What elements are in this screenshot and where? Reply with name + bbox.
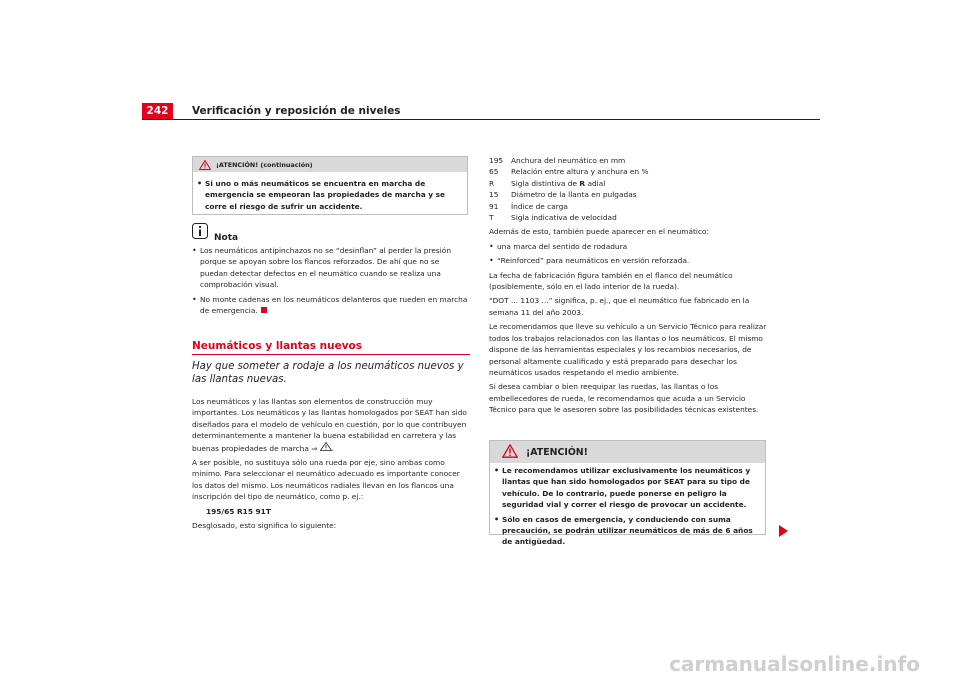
spec-row	[489, 201, 767, 212]
bullet: •	[494, 466, 500, 475]
warning-item: Le recomendamos utilizar exclusivamente los neumáticos y llantas que han sido homologados por SEAT para su tipo de vehículo. De lo contrario, puede ponerse en peligro la seguridad vial y correr el riesgo de provocar un accidente.	[502, 466, 751, 510]
warning-ref-icon	[320, 443, 335, 453]
warning-continued-header	[193, 157, 467, 172]
paragraph-hubcaps: Si desea cambiar o bien reequipar las ruedas, las llantas o los embellecedores de rueda, le recomendamos que acuda a un Servicio Técnico para que le asesoren sobre las posibilidades técnicas existentes.	[489, 382, 759, 415]
watermark	[0, 652, 960, 676]
watermark-text: carmanualsonline.info	[669, 652, 920, 676]
warning-item: Sólo en casos de emergencia, y conduciendo con suma precaución, se podrán utilizar neumáticos de más de 6 años de antigüedad.	[502, 514, 753, 547]
spec-value-after: adial	[585, 178, 606, 188]
warning-triangle-icon	[199, 155, 211, 174]
paragraph-selection: A ser posible, no sustituya sólo una rueda por eje, sino ambas como mínimo. Para seleccionar el neumático adecuado es importante conocer los datos del mismo. Los neumáticos radiales llevan en los flancos una inscripción del tipo de neumático, como p. ej.:	[192, 458, 460, 502]
spec-row	[489, 189, 767, 200]
spec-value: Relación entre altura y anchura en %	[511, 167, 649, 177]
warning-continued-box	[192, 156, 468, 215]
spec-row	[489, 166, 767, 177]
spec-key: 91	[489, 201, 499, 211]
spec-value: Sigla indicativa de velocidad	[511, 213, 617, 223]
warning-continued-title: ¡ATENCIÓN! (continuación)	[216, 160, 313, 169]
section-block	[192, 340, 470, 386]
running-header: Verificación y reposición de niveles	[192, 105, 401, 117]
paragraph-wrap	[192, 396, 470, 454]
bullet: •	[192, 294, 197, 304]
spec-key: 15	[489, 190, 499, 200]
spec-key: R	[489, 178, 495, 188]
bullet: •	[489, 241, 494, 251]
paragraph-breakdown: Desglosado, esto significa lo siguiente:	[192, 521, 337, 531]
header-rule	[142, 119, 820, 120]
spec-key: T	[489, 213, 494, 223]
left-body	[192, 396, 470, 534]
note-item: No monte cadenas en los neumáticos delanteros que rueden en marcha de emergencia.	[200, 294, 468, 316]
paragraph-recommend: Le recomendamos que lleve su vehículo a un Servicio Técnico para realizar todos los trabajos relacionados con las llantas o los neumáticos. El mismo dispone de las herramientas especiales y los recambios necesarios, de personal altamente cualificado y está preparado para desechar los neumáticos usados respetando el medio ambiente.	[489, 322, 767, 377]
paragraph-tires: Los neumáticos y las llantas son elementos de construcción muy importantes. Los neumáticos y las llantas homologados por SEAT han sido diseñados para el modelo de vehículo en cuestión, por lo que contribuyen determinantemente a mantener la buena estabilidad en carretera y las buenas propiedades de marcha ⇒	[192, 397, 467, 453]
also-item: “Reinforced” para neumáticos en versión reforzada.	[497, 256, 690, 266]
note-item-wrap	[200, 294, 468, 317]
info-icon	[192, 223, 208, 243]
bullet: •	[494, 514, 500, 524]
warning-header	[490, 441, 765, 463]
paragraph-date: La fecha de fabricación figura también en el flanco del neumático (posiblemente, sólo en el lado interior de la rueda).	[489, 270, 733, 292]
spec-value-wrap	[511, 178, 605, 189]
spec-key: 65	[489, 167, 499, 177]
paragraph-also: Además de esto, también puede aparecer en el neumático:	[489, 227, 710, 237]
spec-value: Índice de carga	[511, 201, 568, 211]
bullet: •	[197, 179, 203, 188]
warning-triangle-icon	[502, 443, 518, 462]
section-subtitle: Hay que someter a rodaje a los neumáticos nuevos y las llantas nuevas.	[192, 361, 464, 385]
spec-list	[489, 155, 767, 223]
bullet: •	[489, 256, 494, 266]
warning-title: ¡ATENCIÓN!	[526, 446, 588, 458]
spec-value-bold: R	[579, 178, 586, 188]
also-item: una marca del sentido de rodadura	[497, 241, 628, 251]
spec-key: 195	[489, 156, 504, 165]
paragraph-dot: “DOT ... 1103 ...” significa, p. ej., que el neumático fue fabricado en la semana 11 del año 2003.	[489, 296, 750, 317]
note-item: Los neumáticos antipinchazos no se “desinflan” al perder la presión porque se apoyan sobre los flancos reforzados. De ahí que no se puedan detectar defectos en el neumático cuando se realiza una comprobación visual.	[200, 246, 452, 290]
tire-code: 195/65 R15 91T	[206, 506, 271, 516]
spec-value: Diámetro de la llanta en pulgadas	[511, 190, 637, 200]
note-block	[192, 223, 468, 319]
continue-arrow-icon	[779, 525, 788, 537]
paragraph-end: .	[331, 443, 335, 453]
page-number: 242	[142, 103, 173, 119]
end-mark-icon	[261, 307, 267, 313]
spec-row	[489, 155, 767, 166]
spec-value: Sigla distintiva de	[511, 178, 580, 188]
spec-row	[489, 178, 767, 189]
spec-value: Anchura del neumático en mm	[511, 156, 626, 165]
note-label: Nota	[214, 233, 239, 243]
warning-continued-text: Si uno o más neumáticos se encuentra en marcha de emergencia se empeoran las propiedades de marcha y se corre el riesgo de sufrir un accidente.	[205, 179, 446, 211]
right-body	[489, 155, 767, 419]
warning-box	[489, 440, 766, 547]
section-rule	[192, 354, 470, 355]
bullet: •	[192, 246, 197, 255]
spec-row	[489, 212, 767, 223]
section-title: Neumáticos y llantas nuevos	[192, 340, 363, 352]
